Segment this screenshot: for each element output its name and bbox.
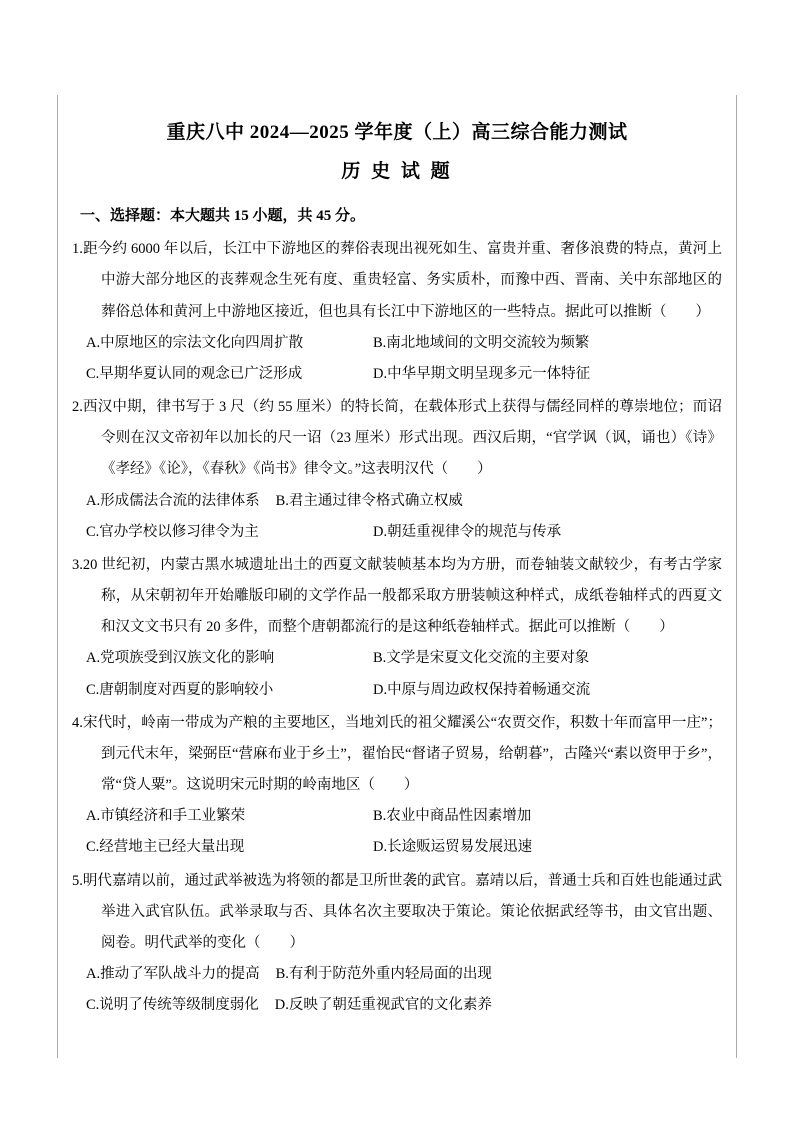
question-3-option-a: A.党项族受到汉族文化的影响 [86, 650, 275, 667]
question-2-option-a: A.形成儒法合流的法律体系 [86, 492, 260, 509]
question-5-option-b: B.有利于防范外重内轻局面的出现 [275, 966, 492, 983]
question-5 [72, 866, 722, 1022]
question-4-options-row-ab [72, 801, 722, 832]
question-1-stem: 1.距今约 6000 年以后，长江中下游地区的葬俗表现出视死如生、富贵并重、奢侈浪费的特点，黄河上中游大部分地区的丧葬观念生死有度、重贵轻富、务实质朴，而豫中西、晋南、关中东部地区的葬俗总体和黄河上中游地区接近，但也具有长江中下游地区的一些特点。据此可以推断（ ） [72, 241, 722, 320]
question-5-options-row-ab [72, 959, 722, 990]
question-2 [72, 392, 722, 548]
question-3-option-b: B.文学是宋夏文化交流的主要对象 [373, 650, 590, 667]
exam-subtitle: 历 史 试 题 [341, 160, 453, 182]
question-3-options-row-cd [72, 675, 722, 706]
question-5-options-row-cd [72, 990, 722, 1021]
question-4-option-b: B.农业中商品性因素增加 [373, 808, 532, 825]
question-2-options-row-ab [72, 486, 722, 517]
question-4-option-a: A.市镇经济和手工业繁荣 [86, 808, 246, 825]
question-5-option-c: C.说明了传统等级制度弱化 [86, 997, 259, 1014]
question-4-option-d: D.长途贩运贸易发展迅速 [373, 839, 533, 856]
question-3-option-d: D.中原与周边政权保持着畅通交流 [373, 681, 591, 698]
question-3-option-c: C.唐朝制度对西夏的影响较小 [86, 681, 274, 698]
question-4-option-c: C.经营地主已经大量出现 [86, 839, 245, 856]
exam-title: 重庆八中 2024—2025 学年度（上）高三综合能力测试 [166, 122, 628, 143]
question-2-options-row-cd [72, 517, 722, 548]
question-5-option-a: A.推动了军队战斗力的提高 [86, 966, 260, 983]
question-2-option-b: B.君主通过律令格式确立权威 [275, 492, 463, 509]
question-4-stem: 4.宋代时，岭南一带成为产粮的主要地区，当地刘氏的祖父耀溪公“农贾交作，积数十年而富甲一庄”；到元代末年，梁弼臣“营麻布业于乡土”，翟怡民“督诸子贸易，给朝暮”，古隆兴“素以资甲于乡”，常“贷人粟”。这说明宋元时期的岭南地区（ ） [72, 714, 722, 794]
question-3-options-row-ab [72, 643, 722, 674]
question-2-stem: 2.西汉中期，律书写于 3 尺（约 55 厘米）的特长简，在载体形式上获得与儒经同样的尊崇地位；而诏令则在汉文帝初年以加长的尺一诏（23 厘米）形式出现。西汉后期，“官学讽（讽，诵也）《诗》《孝经》《论》，《春秋》《尚书》律令文。”这表明汉代（ ） [72, 399, 722, 478]
question-2-option-d: D.朝廷重视律令的规范与传承 [373, 523, 562, 540]
question-5-option-d: D.反映了朝廷重视武官的文化素养 [274, 997, 492, 1014]
question-1-option-c: C.早期华夏认同的观念已广泛形成 [86, 365, 303, 382]
question-1-option-d: D.中华早期文明呈现多元一体特征 [373, 365, 591, 382]
question-3 [72, 550, 722, 706]
question-1-option-a: A.中原地区的宗法文化向四周扩散 [86, 334, 304, 351]
section-header: 一、选择题：本大题共 15 小题，共 45 分。 [80, 208, 366, 225]
text-boundary-left [57, 95, 58, 1058]
question-1-option-b: B.南北地域间的文明交流较为频繁 [373, 334, 590, 351]
question-1-options-row-cd [72, 359, 722, 390]
question-5-stem: 5.明代嘉靖以前，通过武举被选为将领的都是卫所世袭的武官。嘉靖以后，普通士兵和百姓也能通过武举进入武官队伍。武举录取与否、具体名次主要取决于策论。策论依据武经等书，由文官出题、阅卷。明代武举的变化（ ） [72, 872, 722, 951]
question-2-option-c: C.官办学校以修习律令为主 [86, 523, 259, 540]
question-3-stem: 3.20 世纪初，内蒙古黑水城遗址出土的西夏文献装帧基本均为方册，而卷轴装文献较少，有考古学家称，从宋朝初年开始雕版印刷的文学作品一般都采取方册装帧这种样式，成纸卷轴样式的西夏文和汉文文书只有 20 多件，而整个唐朝都流行的是这种纸卷轴样式。据此可以推断（ ） [72, 556, 722, 636]
page-content [72, 120, 722, 1021]
question-1 [72, 234, 722, 390]
text-boundary-right [736, 95, 737, 1058]
question-1-options-row-ab [72, 328, 722, 359]
question-4 [72, 708, 722, 864]
question-4-options-row-cd [72, 832, 722, 863]
